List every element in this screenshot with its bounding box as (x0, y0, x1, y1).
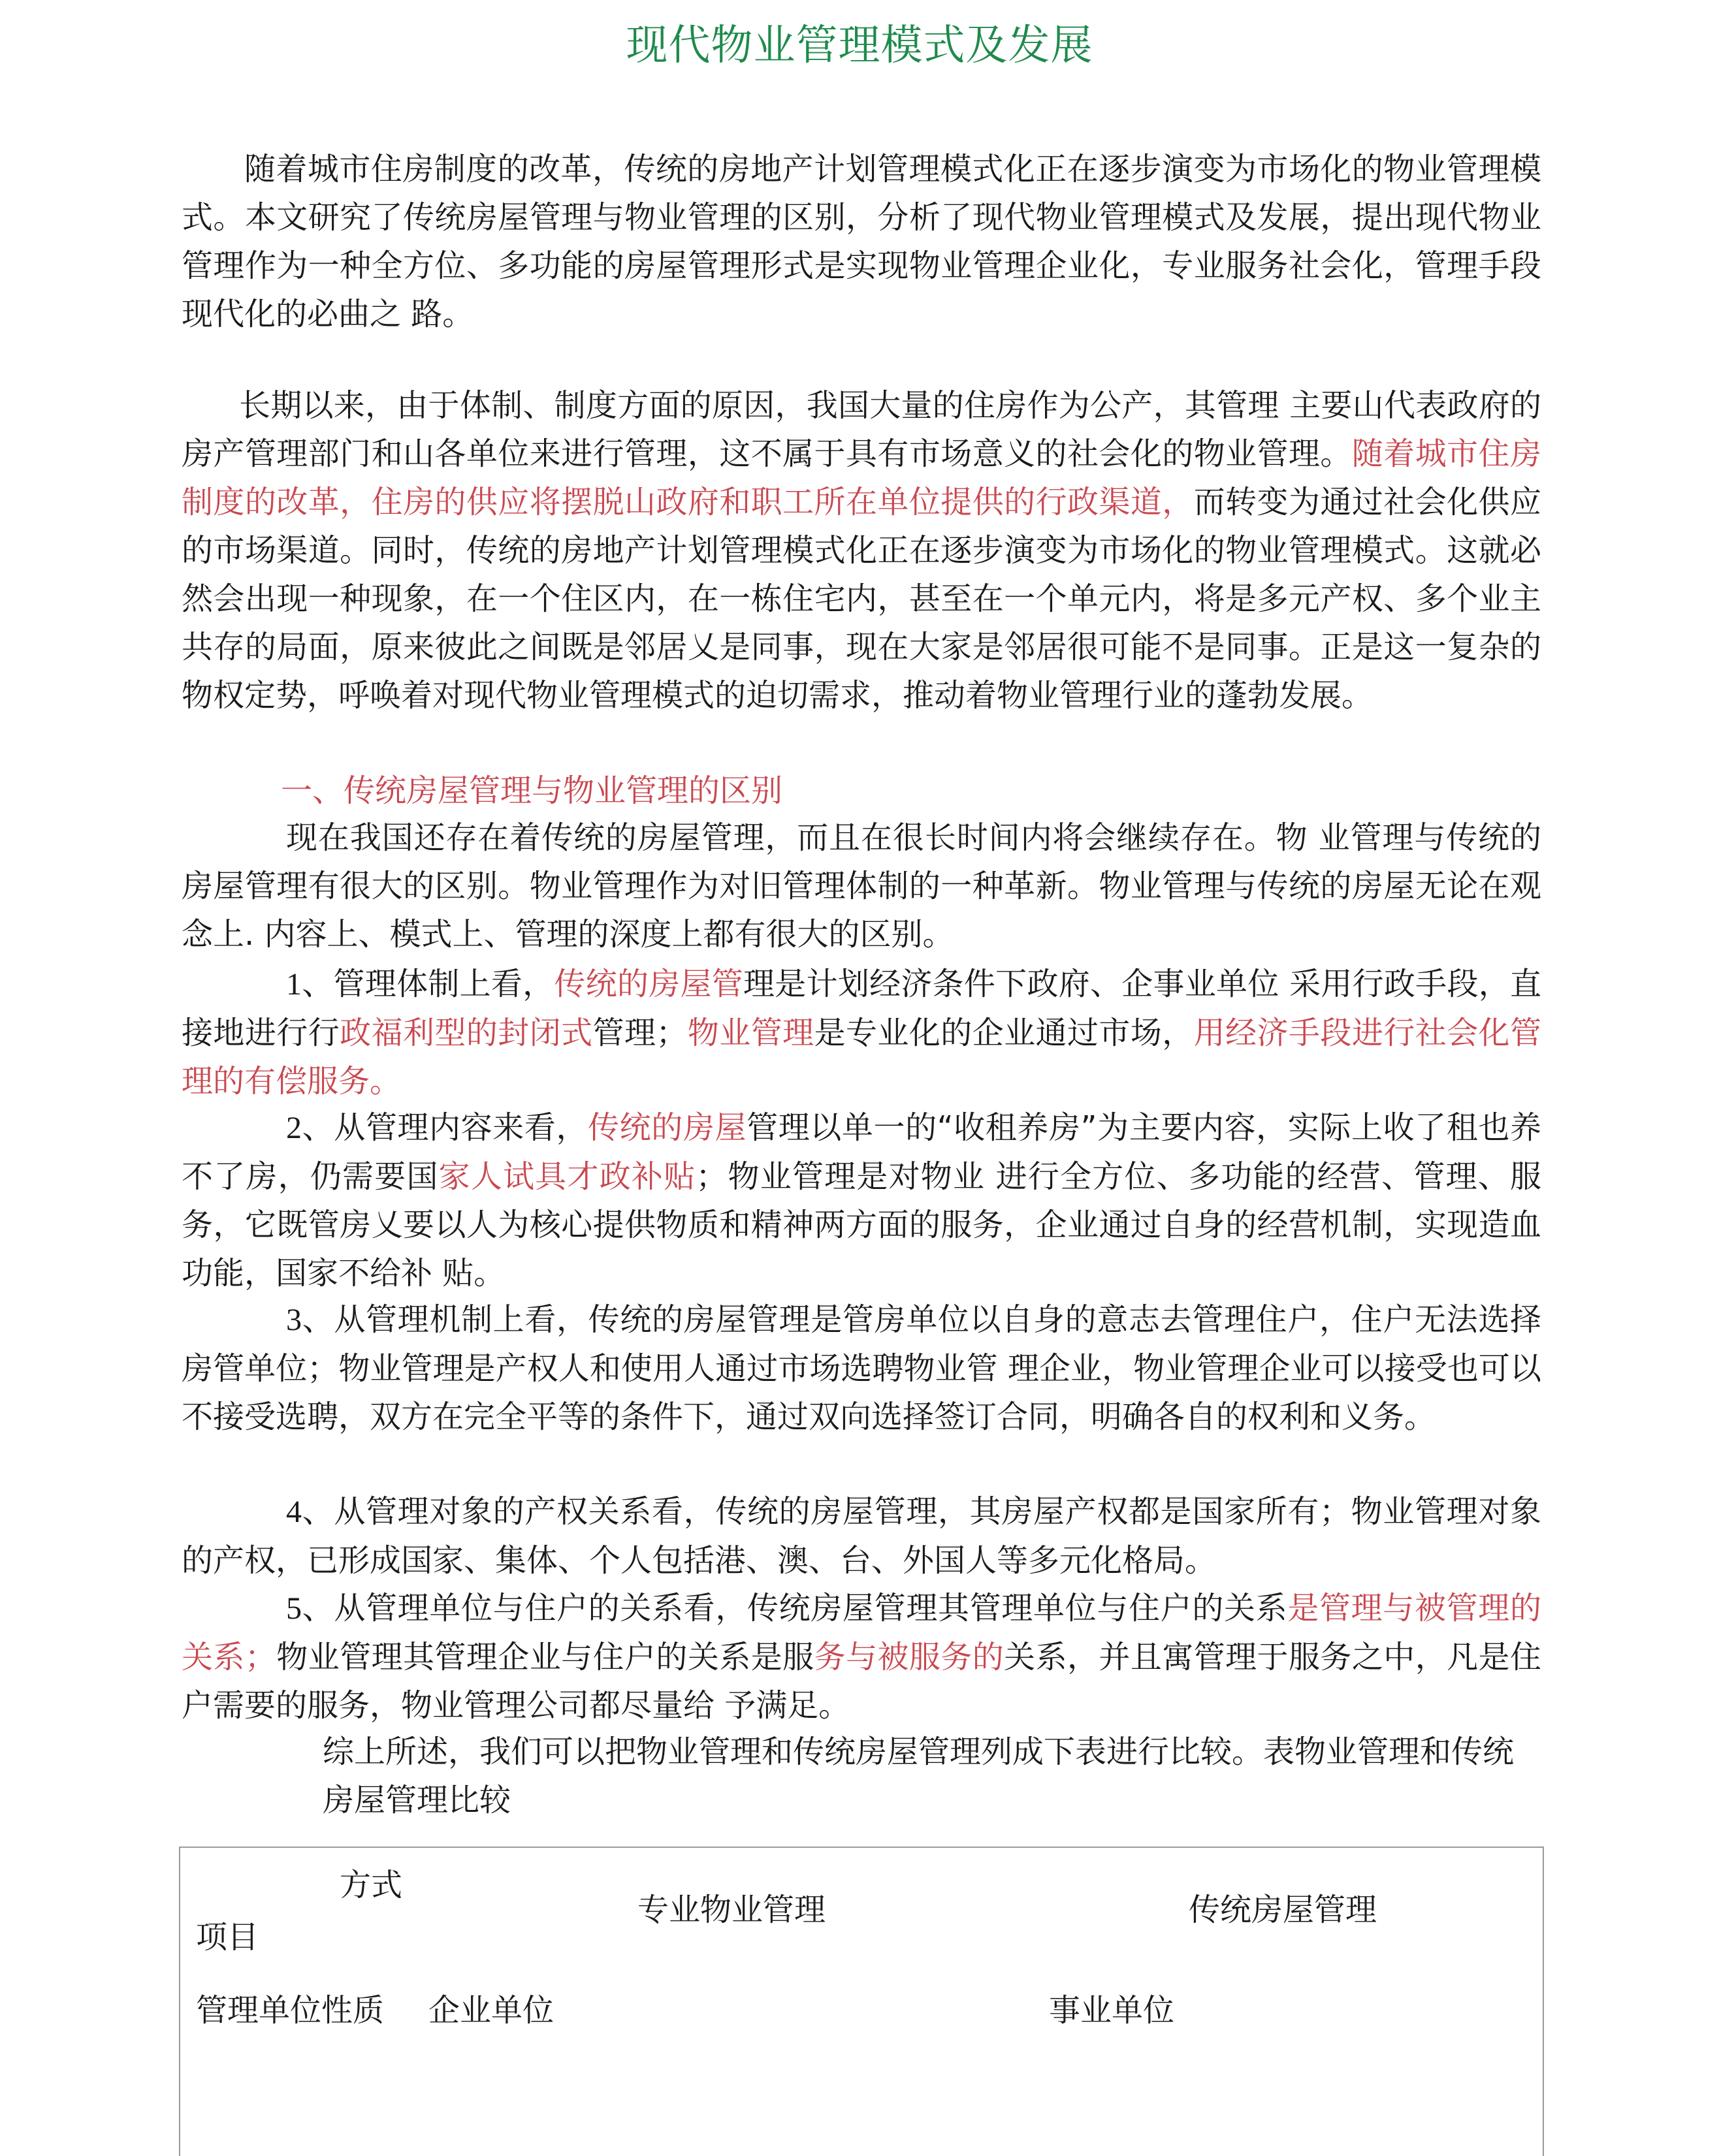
point-5 (182, 1584, 1541, 1730)
point-3-number: 3 (286, 1303, 302, 1337)
point-5-number: 5 (286, 1591, 302, 1626)
table-col-header-2: 传统房屋管理 (1189, 1892, 1377, 1928)
point-5-highlight-b: 务与被服务的 (814, 1639, 1004, 1675)
table-col-header-1: 专业物业管理 (637, 1892, 826, 1928)
point-2 (182, 1103, 1541, 1297)
point-1-text-d: 是专业化的企业通过市场， (814, 1015, 1194, 1051)
point-1-number: 1 (286, 967, 302, 1002)
point-1-text-b: 理是计划经济条件下政府、企事业单位 采用行政手段，直接地进行行 (182, 966, 1541, 1051)
summary-paragraph: 综上所述，我们可以把物业管理和传统房屋管理列成下表进行比较。表物业管理和传统房屋管理比较 (323, 1734, 1515, 1818)
intro-text-1: 长期以来，由于体制、制度方面的原因，我国大量的住房作为公产，其管理 主要山代表政府的房产管理部门和山各单位来进行管理，这不属于具有市场意义的社会化的物业管理。 (182, 387, 1541, 472)
point-5-text-b: 物业管理其管理企业与住户的关系是服 (276, 1639, 814, 1675)
point-3 (182, 1295, 1541, 1441)
point-1-highlight-b: 政福利型的封闭式 (340, 1015, 593, 1051)
point-2-highlight-a: 传统的房屋 (588, 1109, 747, 1146)
comparison-table (179, 1847, 1544, 2156)
document-title: 现代物业管理模式及发展 (626, 22, 1093, 70)
point-2-text-b: 管理以单一的“收租养房”为主要内容，实际上收了租也养不了房，仍需要国 (182, 1109, 1541, 1195)
point-4 (182, 1487, 1541, 1585)
table-row-label: 管理单位性质 (196, 1992, 385, 2029)
intro-paragraph (182, 381, 1541, 720)
table-cell-col2: 事业单位 (1049, 1992, 1175, 2029)
point-2-number: 2 (286, 1111, 302, 1145)
point-4-text: 、从管理对象的产权关系看，传统的房屋管理，其房屋产权都是国家所有；物业管理对象的产权，已形成国家、集体、个人包括港、澳、台、外国人等多元化格局。 (182, 1493, 1541, 1579)
point-1-text-a: 、管理体制上看， (302, 966, 554, 1002)
abstract-paragraph: 随着城市住房制度的改革，传统的房地产计划管理模式化正在逐步演变为市场化的物业管理模式。本文研究了传统房屋管理与物业管理的区别，分析了现代物业管理模式及发展，提出现代物业管理作为一种全方位、多功能的房屋管理形式是实现物业管理企业化，专业服务社会化，管理手段现代化的必曲之 路。 (182, 151, 1541, 332)
point-1-highlight-a: 传统的房屋管 (554, 966, 744, 1002)
section1-paragraph: 现在我国还存在着传统的房屋管理，而且在很长时间内将会继续存在。物 业管理与传统的房屋管理有很大的区别。物业管理作为对旧管理体制的一种革新。物业管理与传统的房屋无论在观念上. 内容上、模式上、管理的深度上都有很大的区别。 (182, 819, 1541, 953)
point-5-text-a: 、从管理单位与住户的关系看，传统房屋管理其管理单位与住户的关系 (302, 1590, 1288, 1626)
point-1-highlight-c: 物业管理 (687, 1015, 814, 1051)
table-corner-top: 方式 (340, 1867, 403, 1903)
section-heading-1: 一、传统房屋管理与物业管理的区别 (281, 772, 783, 809)
intro-highlight: 随着城市住房制度的改革，住房的供应将摆脱山政府和职工所在单位提供的行政渠道， (182, 436, 1541, 520)
table-corner-bottom: 项目 (196, 1919, 259, 1956)
point-5-text-c: 关系，并且寓管理于服务之中，凡是住户需要的服务，物业管理公司都尽量给 予满足。 (182, 1639, 1541, 1724)
point-1 (182, 960, 1541, 1105)
point-2-text-c: ；物业管理是对物业 进行全方位、多功能的经营、管理、服务，它既管房乂要以人为核心提供物质和精神两方面的服务，企业通过自身的经营机制，实现造血功能，国家不给补 贴。 (182, 1158, 1541, 1292)
point-3-text: 、从管理机制上看，传统的房屋管理是管房单位以自身的意志去管理住户，住户无法选择房管单位；物业管理是产权人和使用人通过市场选聘物业管 理企业，物业管理企业可以接受也可以不接受选聘，双方在完全平等的条件下，通过双向选择签订合同，明确各自的权利和义务。 (182, 1301, 1541, 1435)
point-5-highlight-a: 是管理与被管理的关系； (182, 1590, 1541, 1675)
point-4-number: 4 (286, 1495, 302, 1529)
table-cell-col1: 企业单位 (428, 1992, 554, 2029)
point-2-highlight-b: 家人试具才政补贴 (438, 1158, 696, 1195)
intro-text-2: 而转变为通过社会化供应的市场渠道。同时，传统的房地产计划管理模式化正在逐步演变为市场化的物业管理模式。这就必然会出现一种现象，在一个住区内，在一栋住宅内，甚至在一个单元内，将是多元产权、多个业主共存的局面，原来彼此之间既是邻居乂是同事，现在大家是邻居很可能不是同事。正是这一复杂的物权定势，呼唤着对现代物业管理模式的迫切需求，推动着物业管理行业的蓬勃发展。 (182, 484, 1541, 714)
point-1-text-c: 管理； (592, 1015, 688, 1051)
point-1-highlight-d: 用经济手段进行社会化管理的有偿服务。 (182, 1015, 1541, 1100)
point-2-text-a: 、从管理内容来看， (302, 1109, 588, 1146)
